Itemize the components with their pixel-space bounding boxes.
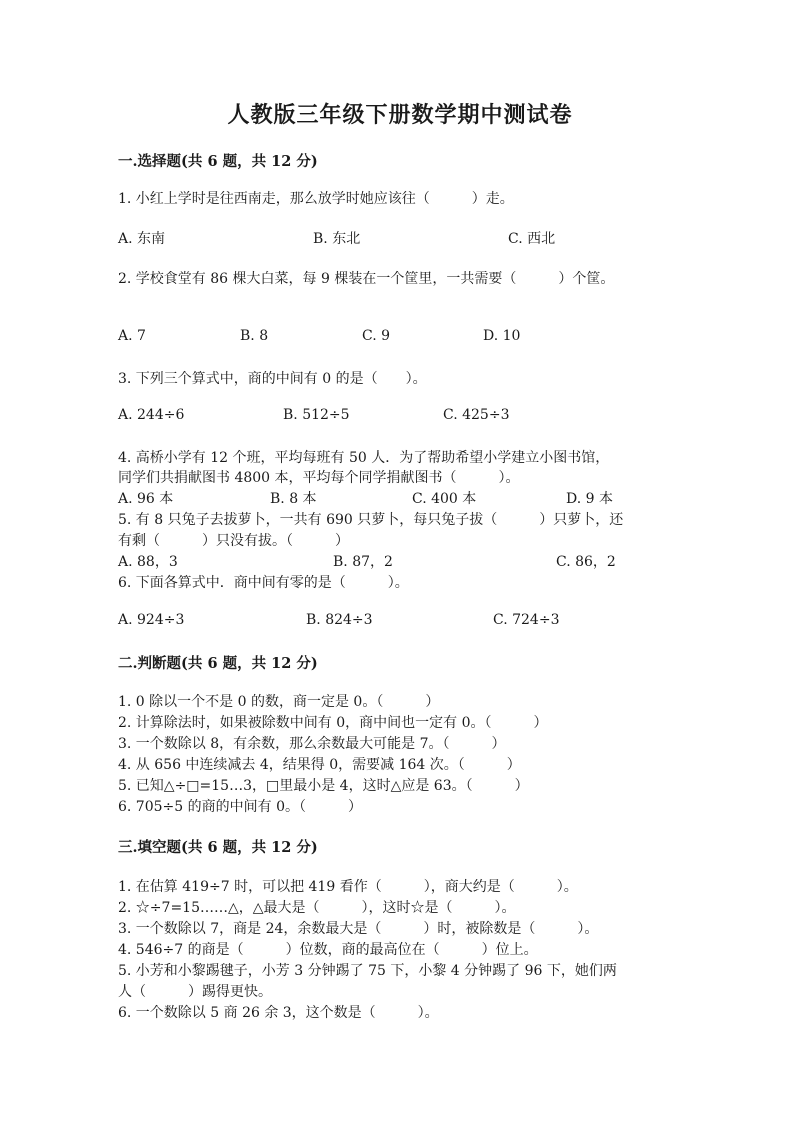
question-stem: 1. 小红上学时是往西南走，那么放学时她应该往（ ）走。: [118, 191, 514, 207]
question-stem-continued: 同学们共捐献图书 4800 本，平均每个同学捐献图书（ ）。: [118, 470, 520, 486]
question-stem: 5. 有 8 只兔子去拔萝卜，一共有 690 只萝卜，每只兔子拔（ ）只萝卜，还: [118, 512, 624, 528]
question-stem: 6. 下面各算式中．商中间有零的是（ ）。: [118, 575, 409, 591]
option-b: B. 824÷3: [306, 612, 373, 628]
fill-blank-item-continued: 人（ ）踢得更快。: [118, 984, 272, 1000]
option-a: A. 924÷3: [118, 612, 185, 628]
question-stem: 4. 高桥小学有 12 个班，平均每班有 50 人．为了帮助希望小学建立小图书馆，: [118, 450, 610, 466]
option-b: B. 8 本: [270, 491, 317, 507]
option-a: A. 244÷6: [118, 407, 185, 423]
question-stem: 3. 下列三个算式中，商的中间有 0 的是（ ）。: [118, 371, 427, 387]
true-false-item: 2. 计算除法时，如果被除数中间有 0，商中间也一定有 0。（ ）: [118, 715, 548, 731]
option-c: C. 724÷3: [493, 612, 560, 628]
fill-blank-item: 1. 在估算 419÷7 时，可以把 419 看作（ ），商大约是（ ）。: [118, 879, 578, 895]
fill-blank-item: 6. 一个数除以 5 商 26 余 3，这个数是（ ）。: [118, 1005, 439, 1021]
option-b: B. 东北: [313, 231, 361, 247]
option-a: A. 88，3: [118, 554, 178, 570]
option-d: D. 9 本: [566, 491, 613, 507]
fill-blank-item: 4. 546÷7 的商是（ ）位数，商的最高位在（ ）位上。: [118, 942, 538, 958]
option-c: C. 86，2: [556, 554, 616, 570]
fill-blank-item: 3. 一个数除以 7，商是 24，余数最大是（ ）时，被除数是（ ）。: [118, 921, 599, 937]
option-c: C. 西北: [508, 231, 556, 247]
option-b: B. 512÷5: [283, 407, 350, 423]
section-heading-choice: 一.选择题(共 6 题，共 12 分): [118, 153, 318, 170]
fill-blank-item: 5. 小芳和小黎踢毽子，小芳 3 分钟踢了 75 下，小黎 4 分钟踢了 96 下，她们两: [118, 963, 617, 979]
option-c: C. 9: [362, 328, 391, 344]
option-a: A. 东南: [118, 231, 166, 247]
question-stem: 2. 学校食堂有 86 棵大白菜，每 9 棵装在一个筐里，一共需要（ ）个筐。: [118, 271, 615, 287]
page-title: 人教版三年级下册数学期中测试卷: [227, 102, 573, 128]
option-b: B. 87，2: [333, 554, 393, 570]
question-stem-continued: 有剩（ ）只没有拔。（ ）: [118, 533, 349, 549]
section-heading-fill-blank: 三.填空题(共 6 题，共 12 分): [118, 839, 318, 856]
true-false-item: 1. 0 除以一个不是 0 的数，商一定是 0。（ ）: [118, 694, 440, 710]
option-a: A. 7: [118, 328, 146, 344]
option-b: B. 8: [240, 328, 269, 344]
true-false-item: 5. 已知△÷□=15…3，□里最小是 4，这时△应是 63。（ ）: [118, 778, 529, 794]
fill-blank-item: 2. ☆÷7=15……△，△最大是（ ），这时☆是（ ）。: [118, 900, 516, 916]
option-c: C. 400 本: [412, 491, 477, 507]
option-d: D. 10: [483, 328, 521, 344]
true-false-item: 3. 一个数除以 8，有余数，那么余数最大可能是 7。（ ）: [118, 736, 506, 752]
option-a: A. 96 本: [118, 491, 174, 507]
true-false-item: 6. 705÷5 的商的中间有 0。（ ）: [118, 799, 362, 815]
true-false-item: 4. 从 656 中连续减去 4，结果得 0，需要减 164 次。（ ）: [118, 757, 521, 773]
option-c: C. 425÷3: [443, 407, 510, 423]
section-heading-true-false: 二.判断题(共 6 题，共 12 分): [118, 655, 318, 672]
